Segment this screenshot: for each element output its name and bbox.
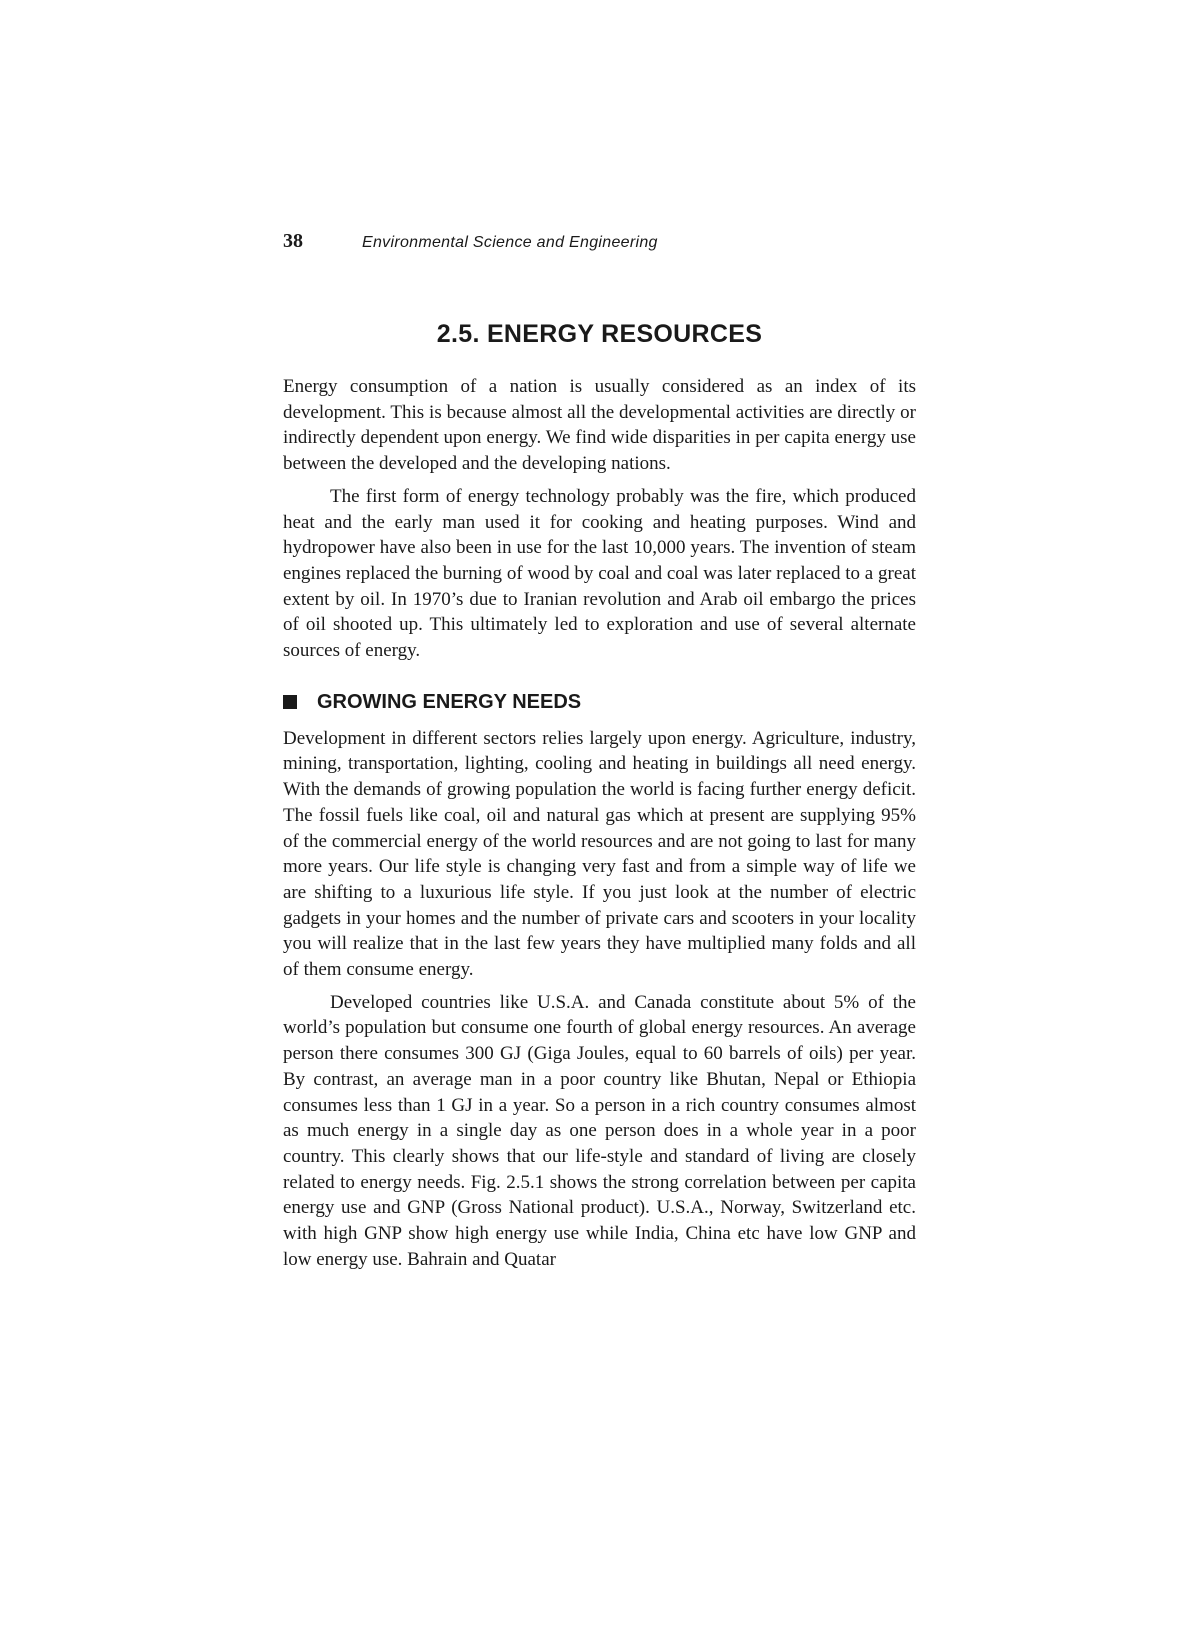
book-page: [283, 230, 916, 1280]
page-number: 38: [283, 230, 303, 252]
body-paragraph-4: Developed countries like U.S.A. and Canada constitute about 5% of the world’s population but consume one fourth of global energy resources. An average person there consumes 300 GJ (Giga Joules, equal to 60 barrels of oils) per year. By contrast, an average man in a poor country like Bhutan, Nepal or Ethiopia consumes less than 1 GJ in a year. So a person in a rich country consumes almost as much energy in a single day as one person does in a whole year in a poor country. This clearly shows that our life-style and standard of living are closely related to energy needs. Fig. 2.5.1 shows the strong correlation between per capita energy use and GNP (Gross National product). U.S.A., Norway, Switzerland etc. with high GNP show high energy use while India, China etc have low GNP and low energy use. Bahrain and Quatar: [283, 991, 916, 1270]
subsection-title: GROWING ENERGY NEEDS: [317, 690, 582, 713]
section-title: 2.5. ENERGY RESOURCES: [436, 320, 763, 348]
square-bullet-icon: [283, 695, 297, 709]
body-paragraph-1: Energy consumption of a nation is usually considered as an index of its development. This is because almost all the developmental activities are directly or indirectly dependent upon energy. We find wide disparities in per capita energy use between the developed and the developing nations.: [283, 376, 916, 475]
subsection-heading: [283, 691, 916, 714]
book-title: Environmental Science and Engineering: [362, 234, 658, 251]
body-paragraph-3: Development in different sectors relies largely upon energy. Agriculture, industry, mining, transportation, lighting, cooling and heating in buildings all need energy. With the demands of growing population the world is facing further energy deficit. The fossil fuels like coal, oil and natural gas which at present are supplying 95% of the commercial energy of the world resources and are not going to last for many more years. Our life style is changing very fast and from a simple way of life we are shifting to a luxurious life style. If you just look at the number of electric gadgets in your homes and the number of private cars and scooters in your locality you will realize that in the last few years they have multiplied many folds and all of them consume energy.: [283, 727, 916, 981]
running-header: [283, 230, 916, 260]
body-paragraph-2: The first form of energy technology probably was the fire, which produced heat and the early man used it for cooking and heating purposes. Wind and hydropower have also been in use for the last 10,000 years. The invention of steam engines replaced the burning of wood by coal and coal was later replaced to a great extent by oil. In 1970’s due to Iranian revolution and Arab oil embargo the prices of oil shooted up. This ultimately led to exploration and use of several alternate sources of energy.: [283, 485, 916, 662]
